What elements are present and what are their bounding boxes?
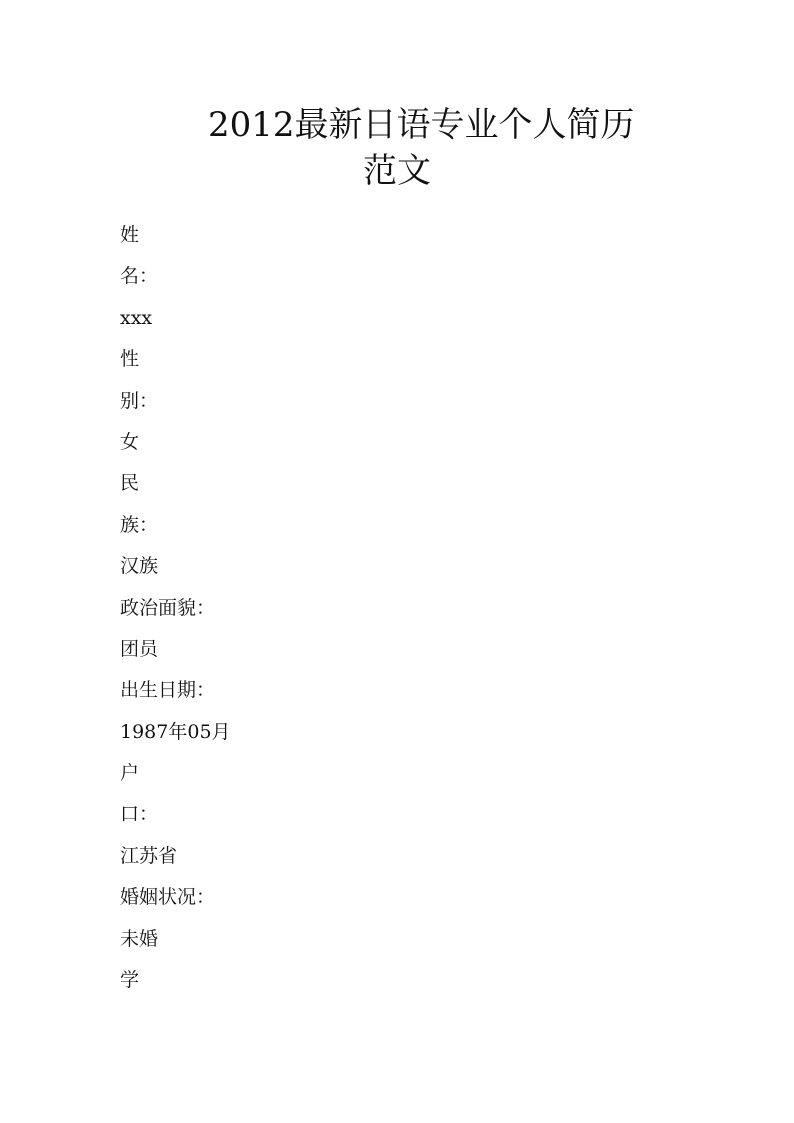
text-line-ethnicity-label-1: 民 [120, 472, 140, 495]
text-line-name-value: xxx [120, 306, 153, 329]
title-line-1: 2012最新日语专业个人简历 [208, 105, 635, 145]
text-line-name-label-1: 姓 [120, 224, 140, 246]
text-line-marital-value: 未婚 [120, 927, 159, 950]
text-line-political-label: 政治面貌： [120, 596, 216, 619]
text-line-hukou-value: 江苏省 [120, 844, 178, 867]
text-line-marital-label: 婚姻状况： [120, 886, 216, 909]
text-line-hukou-label-2: 口： [120, 803, 159, 826]
document-title [0, 102, 794, 194]
text-line-gender-label-2: 别： [120, 389, 159, 412]
text-line-education-label-1: 学 [120, 969, 140, 992]
text-line-gender-value: 女 [120, 430, 140, 453]
resume-fields [120, 219, 231, 1005]
text-line-gender-label-1: 性 [120, 348, 140, 371]
text-line-ethnicity-value: 汉族 [120, 555, 159, 578]
text-line-political-value: 团员 [120, 637, 159, 660]
text-line-birthdate-value: 1987年05月 [120, 720, 231, 743]
text-line-name-label-2: 名： [120, 265, 159, 288]
title-line-2: 范文 [363, 151, 431, 191]
text-line-hukou-label-1: 户 [120, 762, 140, 785]
text-line-birthdate-label: 出生日期： [120, 679, 216, 702]
text-line-ethnicity-label-2: 族： [120, 513, 159, 536]
